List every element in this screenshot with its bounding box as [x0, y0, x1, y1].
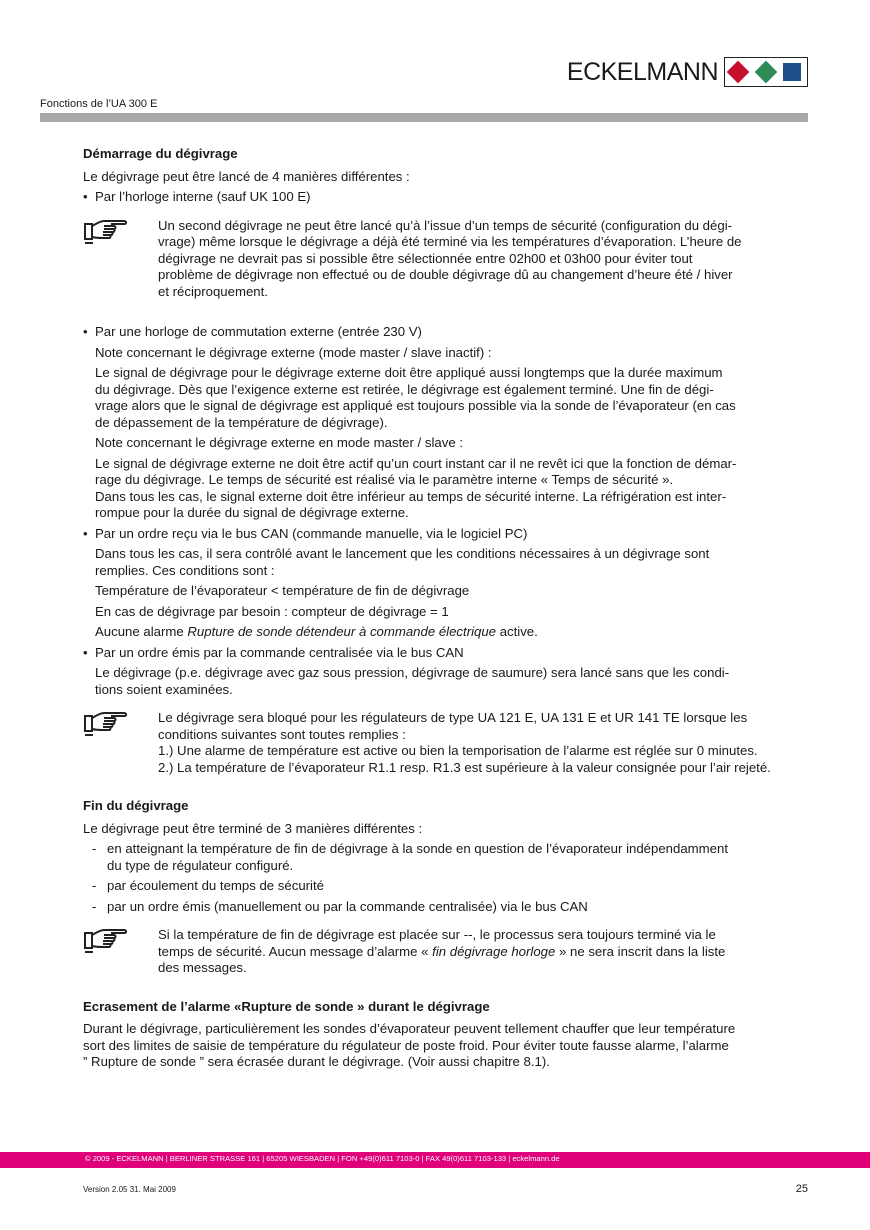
note-line — [158, 944, 813, 961]
dash-marker: - — [92, 841, 97, 856]
note-block — [83, 218, 813, 301]
bullet-item: • Par une horloge de commutation externe (entrée 230 V) — [83, 324, 813, 341]
text-span: active. — [496, 624, 538, 639]
text-line: vrage alors que le signal de dégivrage est appliqué est toujours possible via la sonde de l’évaporateur (en cas — [95, 398, 736, 413]
section-title-defrost-end: Fin du dégivrage — [83, 798, 189, 813]
condition-line: Température de l’évaporateur < température de fin de dégivrage — [95, 583, 470, 598]
page-content — [83, 146, 813, 1075]
sub-heading: Note concernant le dégivrage externe en mode master / slave : — [95, 435, 463, 450]
note-line: problème de dégivrage non effectué ou de double dégivrage dû au changement d’heure été / hiver — [158, 267, 733, 282]
text-span: Aucune alarme — [95, 624, 188, 639]
company-logo — [567, 57, 808, 87]
note-line: et réciproquement. — [158, 283, 268, 299]
sub-heading: Note concernant le dégivrage externe (mode master / slave inactif) : — [95, 344, 492, 360]
note-line: 2.) La température de l’évaporateur R1.1 resp. R1.3 est supérieure à la valeur consignée pour l’air rejeté. — [158, 759, 771, 775]
running-header: Fonctions de l’UA 300 E — [40, 98, 158, 110]
text-line: Dans tous les cas, le signal externe doit être inférieur au temps de sécurité interne. La réfrigération est inter- — [95, 488, 727, 504]
footer-bar — [0, 1152, 870, 1168]
text-line: Le dégivrage (p.e. dégivrage avec gaz sous pression, dégivrage de saumure) sera lancé sans que les condi- — [95, 665, 730, 680]
text-line: en atteignant la température de fin de dégivrage à la sonde en question de l’évaporateur indépendamment — [107, 841, 728, 856]
text-line: de dépassement de la température de dégivrage). — [95, 414, 388, 430]
header-rule — [40, 113, 808, 122]
emphasis-text: fin dégivrage horloge — [432, 943, 556, 959]
text-line: par un ordre émis (manuellement ou par la commande centralisée) via le bus CAN — [107, 898, 588, 914]
dash-item — [83, 878, 813, 895]
dash-marker: - — [92, 898, 97, 914]
note-line: des messages. — [158, 960, 247, 975]
bullet-item: • Par l’horloge interne (sauf UK 100 E) — [83, 189, 813, 206]
note-line: 1.) Une alarme de température est active ou bien la temporisation de l’alarme est réglée sur 0 minutes. — [158, 743, 758, 758]
paragraph — [83, 665, 813, 698]
text-line: Durant le dégivrage, particulièrement les sondes d’évaporateur peuvent tellement chauffer que leur température — [83, 1021, 736, 1036]
dash-item — [83, 899, 813, 916]
text-line: du dégivrage. Dès que l’exigence externe est retirée, le dégivrage est également terminé. Une fin de dégi- — [95, 381, 714, 397]
text-line: rage du dégivrage. Le temps de sécurité est réalisé via le paramètre interne « Temps de sécurité ». — [95, 472, 674, 487]
note-block — [83, 927, 813, 977]
text-line: Le signal de dégivrage pour le dégivrage externe doit être appliqué aussi longtemps que la durée maximum — [95, 365, 723, 380]
text-line: rompue pour la durée du signal de dégivrage externe. — [95, 505, 409, 520]
condition-line — [83, 624, 813, 641]
text-line: du type de régulateur configuré. — [107, 857, 294, 873]
footer-text: © 2009 - ECKELMANN | BERLINER STRASSE 161 | 65205 WIESBADEN | FON +49(0)611 7103-0 | FAX 49(0)611 7103-133 | eckelmann.de — [85, 1154, 560, 1163]
bullet-item: • Par un ordre émis par la commande centralisée via le bus CAN — [83, 645, 813, 662]
paragraph — [83, 365, 813, 431]
note-line: Si la température de fin de dégivrage est placée sur --, le processus sera toujours terminé via le — [158, 927, 716, 942]
logo-mark — [724, 57, 808, 87]
logo-green-square — [755, 61, 778, 84]
text-line: Dans tous les cas, il sera contrôlé avant le lancement que les conditions nécessaires à un dégivrage sont — [95, 546, 710, 561]
text-line: sort des limites de saisie de température du régulateur de poste froid. Pour éviter toute fausse alarme, l’alarme — [83, 1037, 729, 1053]
page-number: 25 — [795, 1183, 808, 1195]
text-line: ” Rupture de sonde ” sera écrasée durant le dégivrage. (Voir aussi chapitre 8.1). — [83, 1054, 550, 1069]
text-span: temps de sécurité. Aucun message d’alarme « — [158, 943, 433, 959]
paragraph: Le dégivrage peut être terminé de 3 manières différentes : — [83, 820, 423, 836]
note-line: conditions suivantes sont toutes remplies : — [158, 726, 406, 742]
paragraph — [83, 456, 813, 522]
pointing-hand-icon — [83, 927, 158, 977]
version-info: Version 2.05 31. Mai 2009 — [83, 1185, 176, 1194]
condition-line: En cas de dégivrage par besoin : compteur de dégivrage = 1 — [95, 603, 449, 619]
text-line: Le signal de dégivrage externe ne doit être actif qu’un court instant car il ne revêt ici que la fonction de démar- — [95, 455, 737, 471]
logo-red-square — [727, 61, 750, 84]
paragraph — [83, 1021, 813, 1071]
note-line: dégivrage ne devrait pas si possible être sélectionnée entre 02h00 et 03h00 pour éviter tout — [158, 250, 693, 266]
text-line: tions soient examinées. — [95, 681, 233, 697]
text-line: par écoulement du temps de sécurité — [107, 878, 324, 893]
note-line: vrage) même lorsque le dégivrage a déjà été terminé via les températures d’évaporation. L’heure de — [158, 234, 742, 249]
logo-text: ECKELMANN — [566, 57, 718, 86]
text-line: remplies. Ces conditions sont : — [95, 562, 275, 578]
pointing-hand-icon — [83, 710, 158, 776]
section-title-defrost-start: Démarrage du dégivrage — [83, 146, 238, 161]
bullet-item: • Par un ordre reçu via le bus CAN (commande manuelle, via le logiciel PC) — [83, 526, 813, 543]
emphasis-text: Rupture de sonde détendeur à commande électrique — [187, 624, 497, 639]
logo-blue-square — [783, 63, 801, 81]
note-line: Le dégivrage sera bloqué pour les régulateurs de type UA 121 E, UA 131 E et UR 141 TE lorsque les — [158, 710, 748, 725]
dash-marker: - — [92, 878, 97, 893]
pointing-hand-icon — [83, 218, 158, 301]
dash-item — [83, 841, 813, 874]
paragraph: Le dégivrage peut être lancé de 4 manières différentes : — [83, 168, 410, 184]
note-block — [83, 710, 813, 776]
note-line: Un second dégivrage ne peut être lancé qu’à l’issue d’un temps de sécurité (configuration du dégi- — [158, 217, 733, 233]
section-title-alarm-override: Ecrasement de l’alarme «Rupture de sonde » durant le dégivrage — [83, 998, 490, 1014]
paragraph — [83, 546, 813, 579]
text-span: » ne sera inscrit dans la liste — [555, 943, 726, 959]
